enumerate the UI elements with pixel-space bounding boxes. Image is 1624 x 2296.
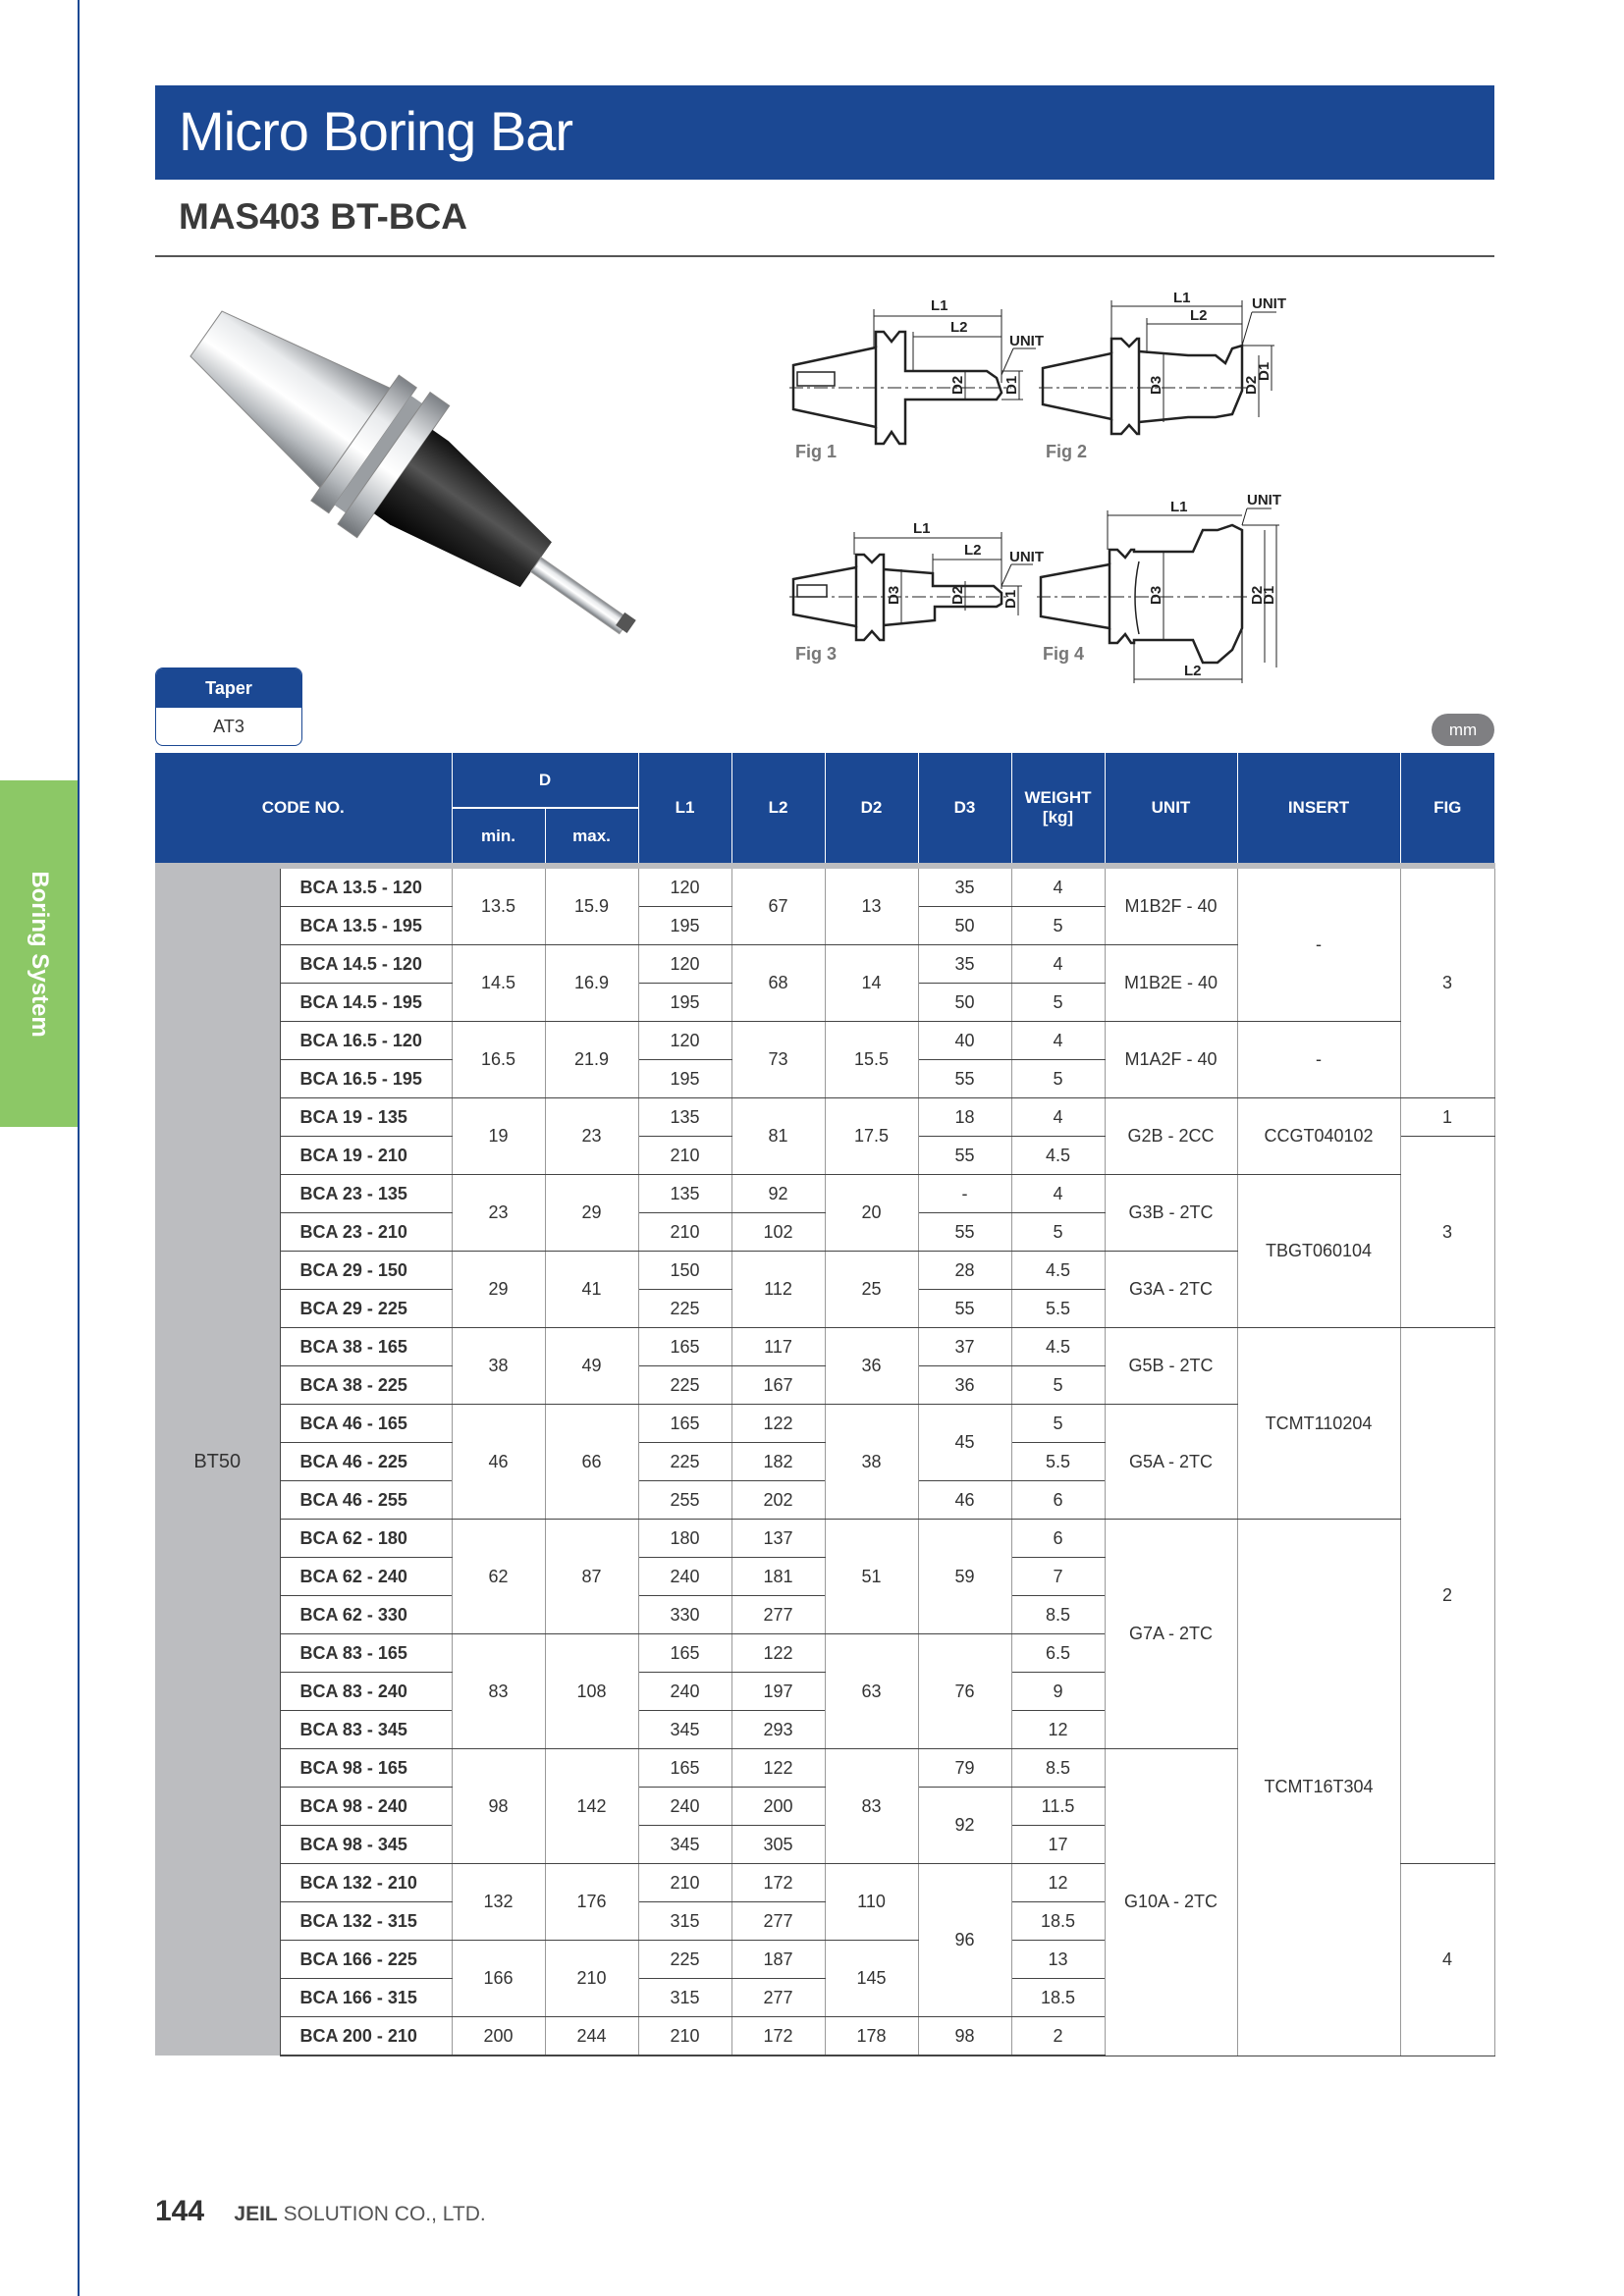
- cell-l1: 135: [638, 1098, 731, 1137]
- cell-weight: 2: [1011, 2017, 1105, 2056]
- cell-code: BCA 200 - 210: [280, 2017, 452, 2056]
- group-cell-taper: BT50: [155, 866, 280, 2056]
- cell-l2: 117: [731, 1328, 825, 1366]
- cell-max: 16.9: [545, 945, 638, 1022]
- cell-fig: 1: [1400, 1098, 1494, 1137]
- dim-label-l1: L1: [1173, 290, 1191, 306]
- cell-d2: 178: [825, 2017, 918, 2056]
- cell-d2: 15.5: [825, 1022, 918, 1098]
- cell-weight: 4: [1011, 1175, 1105, 1213]
- cell-max: 15.9: [545, 866, 638, 945]
- cell-weight: 6.5: [1011, 1634, 1105, 1673]
- dim-label-l2: L2: [964, 542, 982, 559]
- cell-unit: M1B2E - 40: [1105, 945, 1237, 1022]
- cell-weight: 5: [1011, 1366, 1105, 1405]
- cell-d3: 50: [918, 907, 1011, 945]
- header-l2: L2: [731, 753, 825, 866]
- cell-weight: 8.5: [1011, 1596, 1105, 1634]
- cell-max: 41: [545, 1252, 638, 1328]
- cell-d3: 96: [918, 1864, 1011, 2017]
- cell-code: BCA 46 - 255: [280, 1481, 452, 1520]
- cell-code: BCA 46 - 225: [280, 1443, 452, 1481]
- cell-insert: TCMT16T304: [1237, 1520, 1400, 2056]
- table-row: [155, 1328, 1494, 1366]
- header-unit: UNIT: [1105, 753, 1237, 866]
- cell-max: 23: [545, 1098, 638, 1175]
- cell-weight: 12: [1011, 1864, 1105, 1902]
- cell-unit: M1A2F - 40: [1105, 1022, 1237, 1098]
- cell-d2: 38: [825, 1405, 918, 1520]
- cell-weight: 18.5: [1011, 1979, 1105, 2017]
- cell-l1: 345: [638, 1826, 731, 1864]
- cell-min: 62: [452, 1520, 545, 1634]
- cell-weight: 7: [1011, 1558, 1105, 1596]
- taper-label: Taper: [156, 668, 301, 708]
- dim-label-l2: L2: [950, 319, 968, 336]
- company-name-bold: JEIL: [234, 2203, 278, 2225]
- section-tab-boring-system[interactable]: [0, 780, 78, 1127]
- cell-min: 132: [452, 1864, 545, 1941]
- product-code-title: MAS403 BT-BCA: [179, 196, 467, 237]
- cell-min: 19: [452, 1098, 545, 1175]
- cell-weight: 4: [1011, 1098, 1105, 1137]
- cell-unit: G7A - 2TC: [1105, 1520, 1237, 1749]
- cell-min: 46: [452, 1405, 545, 1520]
- cell-l1: 135: [638, 1175, 731, 1213]
- cell-l1: 240: [638, 1673, 731, 1711]
- cell-l1: 255: [638, 1481, 731, 1520]
- divider: [155, 255, 1494, 257]
- cell-code: BCA 166 - 315: [280, 1979, 452, 2017]
- cell-max: 210: [545, 1941, 638, 2017]
- cell-code: BCA 62 - 330: [280, 1596, 452, 1634]
- fig-1-label: Fig 1: [795, 442, 838, 461]
- cell-min: 14.5: [452, 945, 545, 1022]
- unit-label: UNIT: [1252, 295, 1286, 312]
- cell-d3: 46: [918, 1481, 1011, 1520]
- cell-unit: M1B2F - 40: [1105, 866, 1237, 945]
- cell-d2: 20: [825, 1175, 918, 1252]
- cell-insert: -: [1237, 1022, 1400, 1098]
- cell-insert: TCMT110204: [1237, 1328, 1400, 1520]
- cell-l1: 165: [638, 1634, 731, 1673]
- dim-label-l2: L2: [1190, 307, 1208, 324]
- cell-l2: 305: [731, 1826, 825, 1864]
- cell-l2: 277: [731, 1902, 825, 1941]
- cell-code: BCA 83 - 345: [280, 1711, 452, 1749]
- cell-max: 142: [545, 1749, 638, 1864]
- table-row: [155, 1175, 1494, 1213]
- cell-d2: 13: [825, 866, 918, 945]
- cell-l2: 68: [731, 945, 825, 1022]
- cell-weight: 9: [1011, 1673, 1105, 1711]
- cell-l1: 315: [638, 1979, 731, 2017]
- cell-d3: 79: [918, 1749, 1011, 1788]
- cell-d3: 98: [918, 2017, 1011, 2056]
- cell-code: BCA 132 - 315: [280, 1902, 452, 1941]
- cell-unit: G2B - 2CC: [1105, 1098, 1237, 1175]
- company-name: [234, 2203, 485, 2225]
- cell-l2: 137: [731, 1520, 825, 1558]
- cell-d2: 17.5: [825, 1098, 918, 1175]
- cell-code: BCA 13.5 - 120: [280, 866, 452, 907]
- cell-code: BCA 38 - 225: [280, 1366, 452, 1405]
- dim-label-d3: D3: [1148, 375, 1164, 395]
- cell-l2: 182: [731, 1443, 825, 1481]
- cell-l2: 112: [731, 1252, 825, 1328]
- cell-d3: 50: [918, 984, 1011, 1022]
- cell-code: BCA 166 - 225: [280, 1941, 452, 1979]
- dim-label-d3: D3: [886, 585, 902, 605]
- cell-l1: 240: [638, 1558, 731, 1596]
- cell-min: 23: [452, 1175, 545, 1252]
- cell-l1: 195: [638, 984, 731, 1022]
- dim-label-l1: L1: [1170, 499, 1188, 515]
- page-margin-line: [78, 0, 80, 2296]
- cell-d2: 110: [825, 1864, 918, 1941]
- cell-fig: 3: [1400, 866, 1494, 1098]
- cell-weight: 5.5: [1011, 1290, 1105, 1328]
- cell-weight: 5.5: [1011, 1443, 1105, 1481]
- header-l1: L1: [638, 753, 731, 866]
- cell-l1: 210: [638, 1864, 731, 1902]
- cell-min: 200: [452, 2017, 545, 2056]
- cell-l2: 202: [731, 1481, 825, 1520]
- cell-code: BCA 19 - 135: [280, 1098, 452, 1137]
- cell-d3: 35: [918, 866, 1011, 907]
- cell-d3: 37: [918, 1328, 1011, 1366]
- cell-l1: 225: [638, 1443, 731, 1481]
- dim-label-d2: D2: [949, 585, 966, 605]
- table-row: [155, 1520, 1494, 1558]
- table-row: [155, 1022, 1494, 1060]
- cell-code: BCA 132 - 210: [280, 1864, 452, 1902]
- dim-label-d1: D1: [1003, 375, 1020, 395]
- cell-l1: 180: [638, 1520, 731, 1558]
- cell-d2: 145: [825, 1941, 918, 2017]
- cell-l2: 102: [731, 1213, 825, 1252]
- fig-4-label: Fig 4: [1043, 644, 1085, 664]
- cell-code: BCA 23 - 210: [280, 1213, 452, 1252]
- dim-label-d2: D2: [949, 375, 966, 395]
- cell-code: BCA 16.5 - 195: [280, 1060, 452, 1098]
- cell-d3: 55: [918, 1213, 1011, 1252]
- dim-label-d1: D1: [1002, 589, 1019, 609]
- unit-label: UNIT: [1009, 549, 1044, 565]
- cell-insert: -: [1237, 866, 1400, 1022]
- cell-code: BCA 19 - 210: [280, 1137, 452, 1175]
- header-d3: D3: [918, 753, 1011, 866]
- cell-l2: 122: [731, 1634, 825, 1673]
- cell-d2: 25: [825, 1252, 918, 1328]
- cell-l2: 200: [731, 1788, 825, 1826]
- cell-code: BCA 29 - 225: [280, 1290, 452, 1328]
- cell-code: BCA 46 - 165: [280, 1405, 452, 1443]
- cell-max: 49: [545, 1328, 638, 1405]
- cell-weight: 4: [1011, 945, 1105, 984]
- cell-l2: 277: [731, 1596, 825, 1634]
- cell-d2: 51: [825, 1520, 918, 1634]
- header-weight: WEIGHT [kg]: [1011, 753, 1105, 866]
- taper-box: [155, 667, 302, 746]
- cell-fig: 2: [1400, 1328, 1494, 1864]
- figure-3-drawing: [789, 532, 1033, 640]
- cell-weight: 17: [1011, 1826, 1105, 1864]
- figure-1-drawing: [789, 309, 1036, 444]
- fig-3-label: Fig 3: [795, 644, 838, 664]
- cell-l1: 225: [638, 1366, 731, 1405]
- cell-d3: 35: [918, 945, 1011, 984]
- cell-d3: 55: [918, 1060, 1011, 1098]
- unit-badge: mm: [1432, 714, 1494, 746]
- cell-min: 38: [452, 1328, 545, 1405]
- cell-weight: 6: [1011, 1520, 1105, 1558]
- cell-weight: 18.5: [1011, 1902, 1105, 1941]
- cell-l2: 81: [731, 1098, 825, 1175]
- cell-l2: 67: [731, 866, 825, 945]
- cell-weight: 4: [1011, 866, 1105, 907]
- cell-min: 16.5: [452, 1022, 545, 1098]
- cell-l2: 172: [731, 1864, 825, 1902]
- fig-2-label: Fig 2: [1046, 442, 1088, 461]
- cell-code: BCA 98 - 240: [280, 1788, 452, 1826]
- dim-label-l1: L1: [931, 297, 948, 314]
- cell-weight: 6: [1011, 1481, 1105, 1520]
- cell-l2: 92: [731, 1175, 825, 1213]
- page-number: 144: [155, 2195, 205, 2227]
- dim-label-d1: D1: [1256, 361, 1272, 381]
- cell-max: 87: [545, 1520, 638, 1634]
- cell-min: 166: [452, 1941, 545, 2017]
- cell-l2: 197: [731, 1673, 825, 1711]
- cell-weight: 13: [1011, 1941, 1105, 1979]
- table-row: [155, 1098, 1494, 1137]
- cell-d3: 45: [918, 1405, 1011, 1481]
- cell-d2: 63: [825, 1634, 918, 1749]
- cell-code: BCA 23 - 135: [280, 1175, 452, 1213]
- cell-l2: 187: [731, 1941, 825, 1979]
- cell-min: 29: [452, 1252, 545, 1328]
- cell-d3: 92: [918, 1788, 1011, 1864]
- figure-2-drawing: [1039, 300, 1276, 434]
- figure-3-4-drawings: [785, 491, 1512, 687]
- cell-code: BCA 14.5 - 120: [280, 945, 452, 984]
- product-image: [167, 294, 717, 667]
- cell-d3: 55: [918, 1290, 1011, 1328]
- cell-unit: G3A - 2TC: [1105, 1252, 1237, 1328]
- cell-l1: 210: [638, 1213, 731, 1252]
- header-d-min: min.: [452, 808, 545, 866]
- cell-fig: 4: [1400, 1864, 1494, 2056]
- dim-label-d2: D2: [1249, 585, 1266, 605]
- cell-d3: -: [918, 1175, 1011, 1213]
- cell-weight: 12: [1011, 1711, 1105, 1749]
- cell-unit: G5A - 2TC: [1105, 1405, 1237, 1520]
- unit-label: UNIT: [1009, 333, 1044, 349]
- header-fig: FIG: [1400, 753, 1494, 866]
- cell-l1: 165: [638, 1749, 731, 1788]
- cell-d3: 59: [918, 1520, 1011, 1634]
- cell-l1: 195: [638, 1060, 731, 1098]
- title-bar: [155, 85, 1494, 180]
- cell-weight: 5: [1011, 1060, 1105, 1098]
- taper-value: AT3: [213, 717, 244, 736]
- page-title: Micro Boring Bar: [179, 100, 573, 162]
- spec-table: [155, 753, 1495, 2056]
- cell-max: 244: [545, 2017, 638, 2056]
- cell-d3: 76: [918, 1634, 1011, 1749]
- cell-weight: 4.5: [1011, 1252, 1105, 1290]
- table-row: [155, 866, 1494, 907]
- cell-l1: 210: [638, 1137, 731, 1175]
- cell-code: BCA 38 - 165: [280, 1328, 452, 1366]
- cell-l2: 122: [731, 1405, 825, 1443]
- dim-label-d2: D2: [1243, 375, 1260, 395]
- cell-max: 21.9: [545, 1022, 638, 1098]
- cell-l1: 120: [638, 866, 731, 907]
- cell-l1: 195: [638, 907, 731, 945]
- cell-l2: 167: [731, 1366, 825, 1405]
- dim-label-d3: D3: [1148, 585, 1164, 605]
- cell-l2: 122: [731, 1749, 825, 1788]
- cell-insert: TBGT060104: [1237, 1175, 1400, 1328]
- cell-l1: 165: [638, 1405, 731, 1443]
- header-code-no: CODE NO.: [155, 753, 452, 866]
- header-d2: D2: [825, 753, 918, 866]
- cell-min: 98: [452, 1749, 545, 1864]
- cell-code: BCA 62 - 180: [280, 1520, 452, 1558]
- cell-code: BCA 83 - 240: [280, 1673, 452, 1711]
- cell-l1: 240: [638, 1788, 731, 1826]
- cell-l1: 120: [638, 1022, 731, 1060]
- cell-code: BCA 98 - 165: [280, 1749, 452, 1788]
- cell-code: BCA 16.5 - 120: [280, 1022, 452, 1060]
- header-d-max: max.: [545, 808, 638, 866]
- cell-d2: 36: [825, 1328, 918, 1405]
- cell-fig: 3: [1400, 1137, 1494, 1328]
- cell-l1: 345: [638, 1711, 731, 1749]
- cell-d3: 36: [918, 1366, 1011, 1405]
- section-tab-label: Boring System: [26, 870, 53, 1038]
- cell-insert: CCGT040102: [1237, 1098, 1400, 1175]
- cell-code: BCA 62 - 240: [280, 1558, 452, 1596]
- cell-weight: 11.5: [1011, 1788, 1105, 1826]
- cell-l1: 165: [638, 1328, 731, 1366]
- cell-max: 66: [545, 1405, 638, 1520]
- cell-weight: 5: [1011, 907, 1105, 945]
- cell-d2: 14: [825, 945, 918, 1022]
- company-name-rest: SOLUTION CO., LTD.: [283, 2203, 486, 2225]
- unit-label: UNIT: [1247, 492, 1281, 508]
- cell-code: BCA 83 - 165: [280, 1634, 452, 1673]
- figure-1-2-drawings: [785, 285, 1512, 471]
- cell-min: 83: [452, 1634, 545, 1749]
- cell-weight: 5: [1011, 1405, 1105, 1443]
- cell-d2: 83: [825, 1749, 918, 1864]
- cell-code: BCA 98 - 345: [280, 1826, 452, 1864]
- header-d: D: [452, 753, 638, 808]
- cell-code: BCA 29 - 150: [280, 1252, 452, 1290]
- cell-d3: 28: [918, 1252, 1011, 1290]
- cell-l2: 293: [731, 1711, 825, 1749]
- spec-table-body: [155, 866, 1494, 2056]
- cell-d3: 55: [918, 1137, 1011, 1175]
- cell-weight: 5: [1011, 1213, 1105, 1252]
- dim-label-l2: L2: [1184, 663, 1202, 679]
- cell-weight: 4: [1011, 1022, 1105, 1060]
- cell-l2: 73: [731, 1022, 825, 1098]
- cell-l1: 150: [638, 1252, 731, 1290]
- dim-label-l1: L1: [913, 520, 931, 537]
- cell-l1: 225: [638, 1290, 731, 1328]
- cell-d3: 40: [918, 1022, 1011, 1060]
- cell-d3: 18: [918, 1098, 1011, 1137]
- cell-unit: G5B - 2TC: [1105, 1328, 1237, 1405]
- cell-l2: 181: [731, 1558, 825, 1596]
- cell-l1: 210: [638, 2017, 731, 2056]
- cell-weight: 5: [1011, 984, 1105, 1022]
- cell-l1: 120: [638, 945, 731, 984]
- cell-l1: 225: [638, 1941, 731, 1979]
- cell-weight: 8.5: [1011, 1749, 1105, 1788]
- cell-weight: 4.5: [1011, 1137, 1105, 1175]
- cell-code: BCA 14.5 - 195: [280, 984, 452, 1022]
- cell-max: 108: [545, 1634, 638, 1749]
- footer: [155, 2195, 486, 2228]
- cell-l1: 330: [638, 1596, 731, 1634]
- cell-max: 29: [545, 1175, 638, 1252]
- cell-l2: 172: [731, 2017, 825, 2056]
- cell-max: 176: [545, 1864, 638, 1941]
- dim-label-d1: D1: [1261, 585, 1277, 605]
- cell-min: 13.5: [452, 866, 545, 945]
- cell-code: BCA 13.5 - 195: [280, 907, 452, 945]
- cell-unit: G10A - 2TC: [1105, 1749, 1237, 2056]
- cell-weight: 4.5: [1011, 1328, 1105, 1366]
- header-insert: INSERT: [1237, 753, 1400, 866]
- cell-l1: 315: [638, 1902, 731, 1941]
- cell-unit: G3B - 2TC: [1105, 1175, 1237, 1252]
- cell-l2: 277: [731, 1979, 825, 2017]
